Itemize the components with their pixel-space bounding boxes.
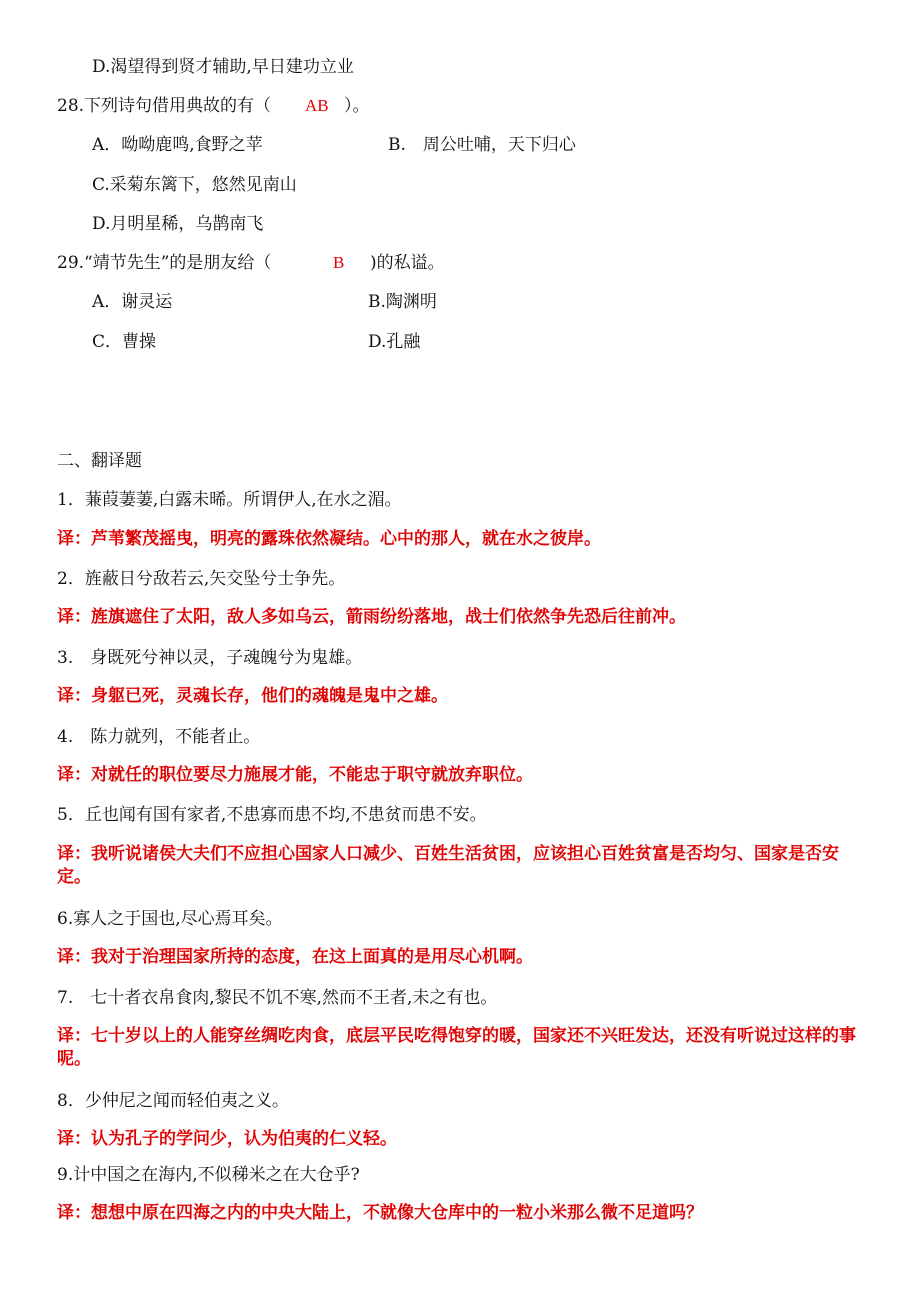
q29-option-c: C．曹操 — [92, 332, 157, 352]
translation-answer-7: 译：七十岁以上的人能穿丝绸吃肉食，底层平民吃得饱穿的暖，国家还不兴旺发达，还没有听说过这样的事呢。 — [57, 1026, 856, 1069]
translation-answer-6: 译：我对于治理国家所持的态度，在这上面真的是用尽心机啊。 — [57, 947, 533, 967]
section-heading: 二、翻译题 — [57, 451, 142, 471]
q28-suffix: ）。 — [344, 96, 370, 116]
translation-answer-1: 译：芦苇繁茂摇曳，明亮的露珠依然凝结。心中的那人，就在水之彼岸。 — [57, 529, 601, 549]
q29-answer: B — [333, 253, 345, 272]
q28-answer: AB — [305, 96, 329, 115]
translation-question-8: 8．少仲尼之闻而轻伯夷之义。 — [57, 1091, 289, 1111]
q29-suffix: )的私谥。 — [370, 253, 445, 273]
translation-question-1: 1．蒹葭萋萋,白露未晞。所谓伊人,在水之湄。 — [57, 490, 402, 510]
q28-option-d: D.月明星稀，乌鹊南飞 — [92, 214, 264, 234]
q28-option-b: B. 周公吐哺，天下归心 — [388, 135, 576, 155]
q29-option-a: A．谢灵运 — [92, 292, 173, 312]
translation-question-6: 6.寡人之于国也,尽心焉耳矣。 — [57, 909, 283, 929]
q29-option-b: B.陶渊明 — [368, 292, 437, 312]
q27-option-d: D.渴望得到贤才辅助,早日建功立业 — [92, 57, 354, 77]
q28-prefix: 28.下列诗句借用典故的有（ — [57, 96, 272, 116]
q28-option-c: C.采菊东篱下，悠然见南山 — [92, 175, 297, 195]
translation-question-2: 2．旌蔽日兮敌若云,矢交坠兮士争先。 — [57, 569, 346, 589]
q28-option-a: A．呦呦鹿鸣,食野之苹 — [92, 135, 263, 155]
translation-question-4: 4. 陈力就列，不能者止。 — [57, 727, 261, 747]
translation-question-7: 7. 七十者衣帛食肉,黎民不饥不寒,然而不王者,未之有也。 — [57, 988, 498, 1008]
translation-answer-4: 译：对就任的职位要尽力施展才能，不能忠于职守就放弃职位。 — [57, 765, 533, 785]
translation-answer-5: 译：我听说诸侯大夫们不应担心国家人口减少、百姓生活贫困，应该担心百姓贫富是否均匀、国家是否安定。 — [57, 844, 839, 887]
q29-prefix: 29.“靖节先生”的是朋友给（ — [57, 253, 272, 273]
translation-question-9: 9.计中国之在海内,不似稊米之在大仓乎? — [57, 1165, 360, 1185]
translation-answer-3: 译：身躯已死，灵魂长存，他们的魂魄是鬼中之雄。 — [57, 686, 448, 706]
q29-option-d: D.孔融 — [368, 332, 421, 352]
translation-question-5: 5．丘也闻有国有家者,不患寡而患不均,不患贫而患不安。 — [57, 805, 487, 825]
translation-question-3: 3. 身既死兮神以灵，子魂魄兮为鬼雄。 — [57, 648, 363, 668]
translation-answer-2: 译：旌旗遮住了太阳，敌人多如乌云，箭雨纷纷落地，战士们依然争先恐后往前冲。 — [57, 607, 686, 627]
translation-answer-8: 译：认为孔子的学问少，认为伯夷的仁义轻。 — [57, 1129, 397, 1149]
translation-answer-9: 译：想想中原在四海之内的中央大陆上，不就像大仓库中的一粒小米那么微不足道吗？ — [57, 1203, 703, 1223]
